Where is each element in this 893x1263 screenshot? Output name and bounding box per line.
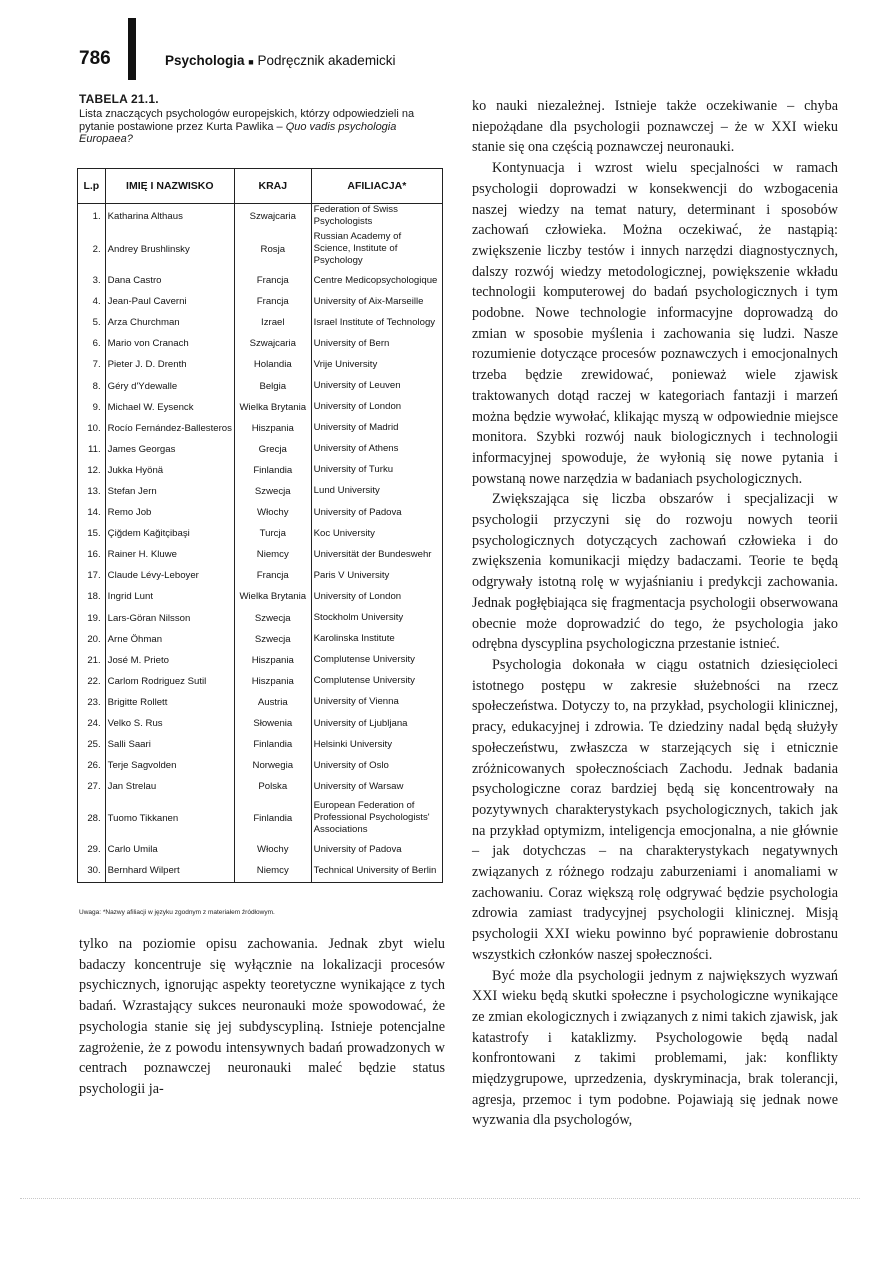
row-name: Jean-Paul Caverni — [105, 291, 234, 312]
row-country: Hiszpania — [234, 671, 311, 692]
row-affiliation: Federation of Swiss Psychologists — [311, 204, 442, 229]
row-name: Remo Job — [105, 502, 234, 523]
row-name: Carlom Rodriguez Sutil — [105, 671, 234, 692]
row-country: Szwajcaria — [234, 333, 311, 354]
right-column-text — [472, 96, 838, 1131]
row-number: 30. — [78, 860, 106, 882]
row-country: Izrael — [234, 312, 311, 333]
table-row — [78, 608, 443, 629]
row-country: Wielka Brytania — [234, 586, 311, 607]
book-subtitle: Podręcznik akademicki — [257, 53, 396, 68]
row-number: 23. — [78, 692, 106, 713]
table-row — [78, 650, 443, 671]
row-country: Francja — [234, 291, 311, 312]
row-country: Szwecja — [234, 608, 311, 629]
row-name: Arne Öhman — [105, 629, 234, 650]
table-row — [78, 523, 443, 544]
row-number: 25. — [78, 734, 106, 755]
row-name: Pieter J. D. Drenth — [105, 354, 234, 375]
row-affiliation: Israel Institute of Technology — [311, 312, 442, 333]
row-affiliation: University of Athens — [311, 439, 442, 460]
table-row — [78, 776, 443, 797]
row-country: Wielka Brytania — [234, 397, 311, 418]
header-lp: L.p — [78, 169, 106, 204]
paragraph: tylko na poziomie opisu zachowania. Jednak zbyt wielu badaczy koncentruje się wyłącznie na lokalizacji procesów psychicznych, ignorując aspekty teoretyczne wynikające z tych badań. Wzrastający sukces neuronauki może spowodować, że psychologia stanie się jej subdyscypliną. Istnieje potencjalne zagrożenie, że z powodu intensywnych badań prowadzonych w centrach poznawczej neuronauki maleć będzie status psychologii ja- — [79, 936, 445, 1097]
running-title — [165, 53, 396, 68]
table-row — [78, 839, 443, 860]
row-number: 9. — [78, 397, 106, 418]
table-row — [78, 460, 443, 481]
row-name: James Georgas — [105, 439, 234, 460]
row-affiliation: Lund University — [311, 481, 442, 502]
header-affiliation: AFILIACJA* — [311, 169, 442, 204]
row-country: Finlandia — [234, 460, 311, 481]
row-name: Jan Strelau — [105, 776, 234, 797]
row-number: 3. — [78, 270, 106, 291]
row-name: Arza Churchman — [105, 312, 234, 333]
row-number: 24. — [78, 713, 106, 734]
table-row — [78, 375, 443, 396]
row-affiliation: Complutense University — [311, 650, 442, 671]
table-row — [78, 586, 443, 607]
row-number: 17. — [78, 565, 106, 586]
row-country: Szwajcaria — [234, 204, 311, 229]
row-country: Francja — [234, 270, 311, 291]
row-affiliation: University of Madrid — [311, 418, 442, 439]
row-number: 4. — [78, 291, 106, 312]
row-country: Włochy — [234, 839, 311, 860]
row-country: Słowenia — [234, 713, 311, 734]
table-row — [78, 312, 443, 333]
row-name: Andrey Brushlinsky — [105, 228, 234, 270]
header-name: IMIĘ I NAZWISKO — [105, 169, 234, 204]
table-label: TABELA 21.1. — [79, 92, 159, 106]
row-affiliation: Vrije University — [311, 354, 442, 375]
row-name: Stefan Jern — [105, 481, 234, 502]
row-country: Turcja — [234, 523, 311, 544]
table-body — [78, 204, 443, 883]
row-affiliation: Russian Academy of Science, Institute of Psychology — [311, 228, 442, 270]
page-number: 786 — [79, 48, 111, 69]
book-title: Psychologia — [165, 53, 245, 68]
row-number: 11. — [78, 439, 106, 460]
row-number: 7. — [78, 354, 106, 375]
row-name: Katharina Althaus — [105, 204, 234, 229]
row-affiliation: University of Padova — [311, 839, 442, 860]
row-country: Grecja — [234, 439, 311, 460]
row-name: José M. Prieto — [105, 650, 234, 671]
row-country: Rosja — [234, 228, 311, 270]
row-number: 20. — [78, 629, 106, 650]
table-row — [78, 629, 443, 650]
table-row — [78, 418, 443, 439]
row-name: Michael W. Eysenck — [105, 397, 234, 418]
row-affiliation: University of Aix-Marseille — [311, 291, 442, 312]
row-number: 22. — [78, 671, 106, 692]
row-affiliation: University of Leuven — [311, 375, 442, 396]
row-number: 2. — [78, 228, 106, 270]
paragraph: ko nauki niezależnej. Istnieje także oczekiwanie – chyba niepożądane dla psychologii poznawczej – że w XXI wieku stanie się ona częścią poznawczej neuronauki. — [472, 98, 838, 156]
row-country: Francja — [234, 565, 311, 586]
row-name: Brigitte Rollett — [105, 692, 234, 713]
paragraph: Psychologia dokonała w ciągu ostatnich dziesięcioleci istotnego postępu w zakresie służebności na rzecz społeczeństwa. Dotyczy to, na przykład, psychologii klinicznej, pracy, edukacyjnej i zdrowia. Te dziedziny nadal będą służyły społeczeństwu, zwłaszcza w starzejących się i etnicznie zróżnicowanych społecznościach Zachodu. Jednak badania psychologiczne coraz bardziej będą się koncentrowały na pozytywnych charakterystykach psychologicznych, takich jak na przykład optymizm, inteligencja emocjonalna, a nie głównie – jak dotychczas – na charakterystykach negatywnych związanych z różnego rodzaju zaburzeniami i anomaliami w zachowaniu. Coraz większą rolę odgrywać będzie psychologia zdrowia zamiast tradycyjnej psychologii klinicznej. Misją psychologii XXI wieku powinno być poprawienie dobrostanu wszystkich członków naszej społeczności. — [472, 656, 838, 963]
row-name: Mario von Cranach — [105, 333, 234, 354]
row-name: Salli Saari — [105, 734, 234, 755]
table-caption-text: Lista znaczących psychologów europejskich, którzy odpowiedzieli na pytanie postawione przez Kurta Pawlika – — [79, 108, 415, 133]
table-note: Uwaga: *Nazwy afiliacji w języku zgodnym z materiałem źródłowym. — [79, 909, 275, 916]
row-number: 16. — [78, 544, 106, 565]
table-row — [78, 397, 443, 418]
table-row — [78, 204, 443, 229]
row-country: Norwegia — [234, 755, 311, 776]
table-row — [78, 544, 443, 565]
row-name: Bernhard Wilpert — [105, 860, 234, 882]
table-row — [78, 565, 443, 586]
row-number: 1. — [78, 204, 106, 229]
row-country: Niemcy — [234, 860, 311, 882]
row-country: Polska — [234, 776, 311, 797]
row-affiliation: University of London — [311, 586, 442, 607]
row-affiliation: European Federation of Professional Psychologists' Associations — [311, 797, 442, 839]
table-row — [78, 713, 443, 734]
row-number: 15. — [78, 523, 106, 544]
row-number: 5. — [78, 312, 106, 333]
row-name: Claude Lévy-Leboyer — [105, 565, 234, 586]
table-row — [78, 270, 443, 291]
row-affiliation: Centre Medicopsychologique — [311, 270, 442, 291]
row-country: Niemcy — [234, 544, 311, 565]
paragraph: Kontynuacja i wzrost wielu specjalności w ramach psychologii doprowadzi w konsekwencji do wzbogacenia naszej wiedzy na temat natury, determinant i sposobów zachowań człowieka. Można oczekiwać, że nastąpią: zwiększenie liczby testów i innych narzędzi diagnostycznych, dalszy rozwój wiedzy metodologicznej, powiększenie wkładu technologii komputerowej do badań psychologicznych i tym podobne. Nowe technologie informacyjne doprowadzą do zmian w sposobie myślenia i zachowania się ludzi. Nasze rozumienie dotyczące procesów poznawczych i emocjonalnych trzeba będzie zrewidować, ponieważ wiele zjawisk traktowanych dotąd raczej w kategoriach fantazji i marzeń można będzie wywołać, klikając myszą w odpowiednie miejsce monitora. Szybki rozwój nauk biologicznych i technologii informacyjnej spowoduje, że wyłonią się nowe pytania i powstaną nowe narzędzia w badaniach psychologicznych. — [472, 160, 838, 487]
table-row — [78, 291, 443, 312]
row-affiliation: Karolinska Institute — [311, 629, 442, 650]
row-name: Terje Sagvolden — [105, 755, 234, 776]
row-number: 29. — [78, 839, 106, 860]
row-number: 21. — [78, 650, 106, 671]
row-country: Szwecja — [234, 481, 311, 502]
header-separator: ■ — [248, 57, 254, 67]
row-number: 10. — [78, 418, 106, 439]
row-name: Rocío Fernández-Ballesteros — [105, 418, 234, 439]
row-number: 27. — [78, 776, 106, 797]
row-name: Jukka Hyönä — [105, 460, 234, 481]
row-number: 14. — [78, 502, 106, 523]
paragraph: Zwiększająca się liczba obszarów i specjalizacji w psychologii przyczyni się do rozwoju nowych teorii psychologicznych dotyczących zachowań człowieka i do zwiększenia komunikacji między badaczami. Teorie te będą odgrywały istotną rolę w wyjaśnianiu i predykcji zachowania. Jednak pogłębiająca się fragmentacja psychologii obserwowana obecnie może doprowadzić do tego, że psychologia jako odrębna dyscyplina psychologiczna przestanie istnieć. — [472, 491, 838, 653]
table-row — [78, 797, 443, 839]
row-number: 18. — [78, 586, 106, 607]
row-name: Velko S. Rus — [105, 713, 234, 734]
paragraph: Być może dla psychologii jednym z największych wyzwań XXI wieku będą skutki społeczne i psychologiczne wynikające ze zmian ekologicznych i związanych z nimi takich zjawisk, jak katastrofy i kataklizmy. Psychologowie będą nadal konfrontowani z takimi problemami, jak: konflikty międzygrupowe, uprzedzenia, dyskryminacja, brak tolerancji, agresja, przemoc i tym podobne. Pojawiają się jednak nowe wyzwania dla psychologów, — [472, 967, 838, 1129]
psychologists-table — [77, 168, 443, 883]
row-name: Carlo Umila — [105, 839, 234, 860]
table-row — [78, 502, 443, 523]
table-caption — [79, 108, 449, 146]
table-header-row — [78, 169, 443, 204]
row-country: Holandia — [234, 354, 311, 375]
table-row — [78, 228, 443, 270]
row-affiliation: University of London — [311, 397, 442, 418]
row-number: 8. — [78, 375, 106, 396]
row-number: 13. — [78, 481, 106, 502]
left-column-text — [79, 934, 445, 1100]
row-name: Lars-Göran Nilsson — [105, 608, 234, 629]
row-name: Ingrid Lunt — [105, 586, 234, 607]
row-number: 12. — [78, 460, 106, 481]
row-country: Belgia — [234, 375, 311, 396]
row-affiliation: Koc University — [311, 523, 442, 544]
table-row — [78, 755, 443, 776]
row-name: Géry d'Ydewalle — [105, 375, 234, 396]
row-number: 19. — [78, 608, 106, 629]
header-bar — [128, 18, 136, 80]
row-affiliation: Helsinki University — [311, 734, 442, 755]
table-row — [78, 734, 443, 755]
row-name: Tuomo Tikkanen — [105, 797, 234, 839]
row-affiliation: Technical University of Berlin — [311, 860, 442, 882]
table-row — [78, 692, 443, 713]
row-name: Çiğdem Kağitçibaşi — [105, 523, 234, 544]
table-row — [78, 333, 443, 354]
row-number: 28. — [78, 797, 106, 839]
table-row — [78, 671, 443, 692]
row-affiliation: Paris V University — [311, 565, 442, 586]
table-caption-italic: Quo vadis psychologia Europaea? — [79, 120, 397, 145]
row-name: Rainer H. Kluwe — [105, 544, 234, 565]
table-row — [78, 354, 443, 375]
row-affiliation: University of Ljubljana — [311, 713, 442, 734]
row-country: Szwecja — [234, 629, 311, 650]
row-affiliation: University of Padova — [311, 502, 442, 523]
row-number: 26. — [78, 755, 106, 776]
row-affiliation: University of Oslo — [311, 755, 442, 776]
row-name: Dana Castro — [105, 270, 234, 291]
row-affiliation: Complutense University — [311, 671, 442, 692]
table-row — [78, 439, 443, 460]
row-affiliation: Stockholm University — [311, 608, 442, 629]
row-country: Hiszpania — [234, 418, 311, 439]
row-country: Finlandia — [234, 734, 311, 755]
row-country: Finlandia — [234, 797, 311, 839]
row-country: Austria — [234, 692, 311, 713]
row-affiliation: Universität der Bundeswehr — [311, 544, 442, 565]
row-affiliation: University of Bern — [311, 333, 442, 354]
row-number: 6. — [78, 333, 106, 354]
page-edge-dots — [20, 1198, 860, 1199]
table-row — [78, 860, 443, 882]
row-affiliation: University of Turku — [311, 460, 442, 481]
table-row — [78, 481, 443, 502]
row-country: Hiszpania — [234, 650, 311, 671]
row-affiliation: University of Vienna — [311, 692, 442, 713]
row-affiliation: University of Warsaw — [311, 776, 442, 797]
header-country: KRAJ — [234, 169, 311, 204]
row-country: Włochy — [234, 502, 311, 523]
